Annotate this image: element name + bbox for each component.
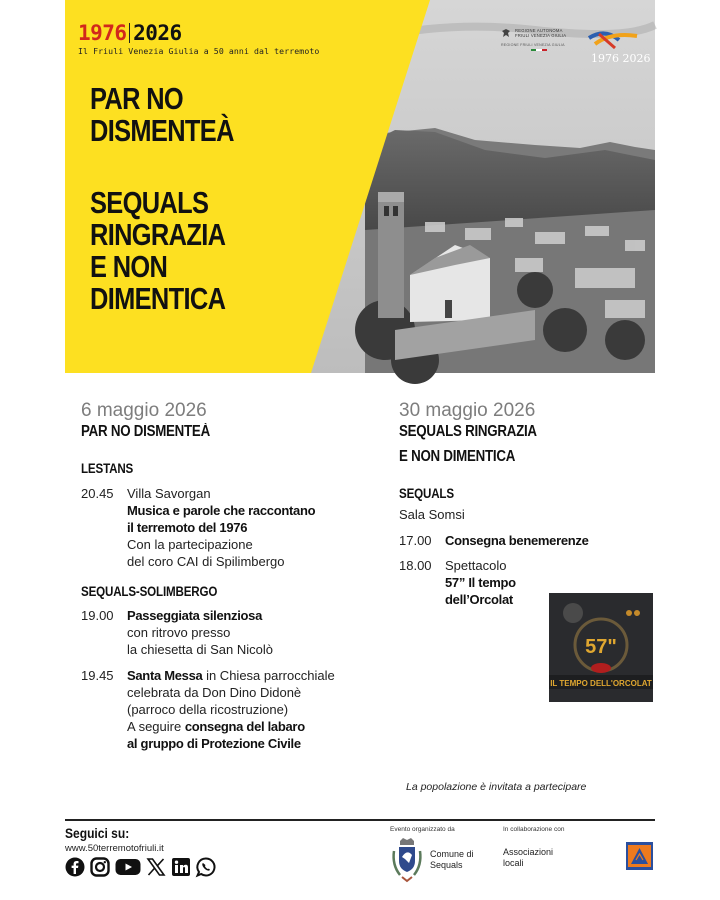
region-logo-line: REGIONE AUTONOMA	[515, 28, 563, 33]
place-sequals-solimbergo: SEQUALS-SOLIMBERGO	[81, 584, 218, 599]
flag-icon	[531, 49, 547, 51]
municipality-crest-icon	[390, 837, 424, 883]
schedule-detail: celebrata da Don Dino Didonè	[127, 685, 302, 700]
instagram-icon[interactable]	[90, 857, 110, 877]
schedule-item	[81, 485, 381, 570]
schedule-highlight: al gruppo di Protezione Civile	[127, 736, 301, 751]
headline-line: SEQUALS	[90, 185, 209, 220]
schedule-detail: Con la partecipazione	[127, 537, 253, 552]
year-separator	[129, 23, 131, 43]
collab-name-line: locali	[503, 858, 524, 868]
partner-logos	[501, 28, 651, 70]
schedule-title-line: il terremoto del 1976	[127, 520, 248, 535]
anniversary-brand	[78, 22, 319, 56]
facebook-icon[interactable]	[65, 857, 85, 877]
whatsapp-icon[interactable]	[196, 857, 216, 877]
schedule-location: in Chiesa parrocchiale	[202, 668, 335, 683]
schedule-time: 20.45	[81, 486, 114, 501]
schedule-title: Passeggiata silenziosa	[127, 608, 263, 623]
linkedin-icon[interactable]	[171, 857, 191, 877]
social-icons	[65, 857, 216, 877]
schedule-title: Consegna benemerenze	[445, 533, 589, 548]
organizer-name-line: Comune di	[430, 849, 474, 859]
event-poster	[65, 0, 655, 900]
show-poster-image	[549, 593, 653, 702]
headline-line: DISMENTEÀ	[90, 113, 234, 148]
schedule-detail: del coro CAI di Spilimbergo	[127, 554, 285, 569]
anniversary-logo-text: 1976 2026	[591, 52, 651, 65]
headline-line: RINGRAZIA	[90, 217, 226, 252]
footer-divider	[65, 819, 655, 821]
event-2-date: 30 maggio 2026	[399, 400, 536, 421]
organizer-name-line: Sequals	[430, 860, 463, 870]
event-1-title: PAR NO DISMENTEÀ	[81, 423, 210, 440]
headline-line: PAR NO	[90, 81, 184, 116]
schedule-title-line: Musica e parole che raccontano	[127, 503, 316, 518]
region-logo-caption: REGIONE FRIULI VENEZIA GIULIA	[501, 43, 565, 47]
organizer	[390, 826, 474, 883]
event-1-date: 6 maggio 2026	[81, 400, 207, 421]
schedule-highlight: consegna del labaro	[184, 719, 305, 734]
schedule-detail: A seguire	[127, 719, 185, 734]
place-lestans: LESTANS	[81, 461, 134, 476]
schedule-detail: con ritrovo presso	[127, 625, 231, 640]
event-1-column	[81, 400, 381, 752]
schedule-time: 18.00	[399, 558, 432, 573]
year-end: 2026	[133, 21, 182, 45]
invitation-note: La popolazione è invitata a partecipare	[406, 781, 587, 793]
region-logo-line: FRIULI VENEZIA GIULIA	[515, 33, 567, 38]
place-sequals: SEQUALS	[399, 486, 454, 501]
headline-line: E NON	[90, 249, 168, 284]
schedule-item	[399, 532, 649, 549]
youtube-icon[interactable]	[115, 857, 141, 877]
event-2-column	[399, 400, 649, 608]
region-logo	[501, 28, 577, 51]
schedule-title-line: 57” Il tempo	[445, 575, 516, 590]
schedule-title: Santa Messa	[127, 668, 203, 683]
schedule-time: 19.45	[81, 668, 114, 683]
civil-protection-logo-icon	[626, 842, 653, 870]
show-poster-title: IL TEMPO DELL'ORCOLAT	[550, 679, 652, 688]
schedule-item	[81, 607, 381, 658]
show-poster-number: 57"	[585, 636, 617, 658]
headline-line: DIMENTICA	[90, 281, 226, 316]
schedule-location: Villa Savorgan	[127, 486, 211, 501]
follow-us	[65, 825, 216, 877]
collab-name-line: Associazioni	[503, 847, 554, 857]
anniversary-logo	[585, 28, 651, 70]
venue: Sala Somsi	[399, 507, 465, 522]
collaboration	[503, 826, 564, 869]
website-link[interactable]: www.50terremotofriuli.it	[65, 843, 164, 854]
brand-subtitle: Il Friuli Venezia Giulia a 50 anni dal terremoto	[78, 46, 320, 56]
schedule-item	[81, 667, 381, 752]
headline	[90, 83, 234, 315]
collab-label: In collaborazione con	[503, 826, 565, 833]
brand-years	[78, 22, 319, 44]
hero-section	[65, 0, 655, 373]
schedule-detail: (parroco della ricostruzione)	[127, 702, 289, 717]
schedule-title-line: dell’Orcolat	[445, 592, 513, 607]
event-2-title-line: SEQUALS RINGRAZIA	[399, 423, 537, 440]
organizer-label: Evento organizzato da	[390, 826, 455, 833]
follow-label: Seguici su:	[65, 825, 130, 841]
event-2-title-line: E NON DIMENTICA	[399, 448, 516, 465]
schedule-time: 19.00	[81, 608, 114, 623]
x-icon[interactable]	[146, 857, 166, 877]
year-start: 1976	[78, 21, 127, 45]
schedule-detail: la chiesetta di San Nicolò	[127, 642, 273, 657]
schedule-type: Spettacolo	[445, 558, 507, 573]
eagle-icon	[501, 28, 511, 38]
schedule-time: 17.00	[399, 533, 432, 548]
